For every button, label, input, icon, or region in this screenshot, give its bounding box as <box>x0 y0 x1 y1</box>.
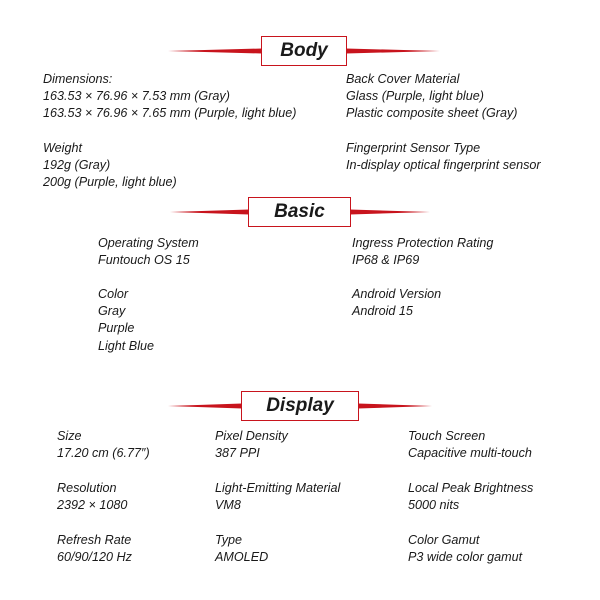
spec-color <box>98 286 154 355</box>
spec-value: In-display optical fingerprint sensor <box>346 158 541 173</box>
spec-label: Touch Screen <box>408 429 486 443</box>
spec-value: Funtouch OS 15 <box>98 253 190 268</box>
spec-light-material <box>215 480 340 514</box>
spec-label: Light-Emitting Material <box>215 481 341 495</box>
spec-label: Android Version <box>352 287 442 301</box>
section-header-body <box>0 36 600 70</box>
spec-label: Refresh Rate <box>57 533 132 547</box>
spec-label: Weight <box>43 141 82 155</box>
spec-label: Pixel Density <box>215 429 288 443</box>
spec-value: IP68 & IP69 <box>352 253 420 268</box>
spec-size <box>57 428 150 462</box>
spec-value: 5000 nits <box>408 498 460 513</box>
spec-android-version <box>352 286 441 320</box>
spec-label: Local Peak Brightness <box>408 481 534 495</box>
spec-value: 387 PPI <box>215 446 260 461</box>
spec-value: Capacitive multi-touch <box>408 446 532 461</box>
spec-value: 192g (Gray) <box>43 158 111 173</box>
spec-display-type <box>215 532 268 566</box>
spec-pixel-density <box>215 428 288 462</box>
section-header-display <box>0 391 600 425</box>
spec-value: Purple <box>98 321 135 336</box>
spec-label: Color <box>98 287 129 301</box>
spec-weight <box>43 140 177 192</box>
spec-value: 17.20 cm (6.77″) <box>57 446 150 461</box>
spec-value: Light Blue <box>98 338 155 353</box>
spec-value: Android 15 <box>352 304 413 319</box>
spec-refresh-rate <box>57 532 132 566</box>
spec-value: Glass (Purple, light blue) <box>346 89 484 104</box>
spec-color-gamut <box>408 532 522 566</box>
spec-value: Plastic composite sheet (Gray) <box>346 106 518 121</box>
spec-value: 200g (Purple, light blue) <box>43 175 177 190</box>
section-title-display: Display <box>241 391 359 421</box>
spec-dimensions <box>43 71 296 123</box>
spec-ip-rating <box>352 235 493 269</box>
spec-value: 2392 × 1080 <box>57 498 128 513</box>
spec-label: Fingerprint Sensor Type <box>346 141 481 155</box>
spec-label: Resolution <box>57 481 117 495</box>
spec-value: 60/90/120 Hz <box>57 550 132 565</box>
section-header-basic <box>0 197 600 231</box>
spec-value: AMOLED <box>215 550 269 565</box>
spec-label: Operating System <box>98 236 199 250</box>
spec-fingerprint <box>346 140 541 174</box>
spec-touch-screen <box>408 428 532 462</box>
spec-label: Dimensions: <box>43 72 113 86</box>
section-title-body: Body <box>261 36 347 66</box>
spec-resolution <box>57 480 127 514</box>
spec-label: Size <box>57 429 82 443</box>
spec-label: Type <box>215 533 243 547</box>
spec-peak-brightness <box>408 480 533 514</box>
spec-value: Gray <box>98 304 126 319</box>
spec-back-cover <box>346 71 517 123</box>
spec-value: VM8 <box>215 498 241 513</box>
spec-value: 163.53 × 76.96 × 7.53 mm (Gray) <box>43 89 230 104</box>
spec-value: P3 wide color gamut <box>408 550 523 565</box>
section-title-basic: Basic <box>248 197 351 227</box>
spec-os <box>98 235 199 269</box>
spec-label: Ingress Protection Rating <box>352 236 494 250</box>
spec-label: Color Gamut <box>408 533 480 547</box>
spec-value: 163.53 × 76.96 × 7.65 mm (Purple, light blue) <box>43 106 297 121</box>
spec-label: Back Cover Material <box>346 72 460 86</box>
